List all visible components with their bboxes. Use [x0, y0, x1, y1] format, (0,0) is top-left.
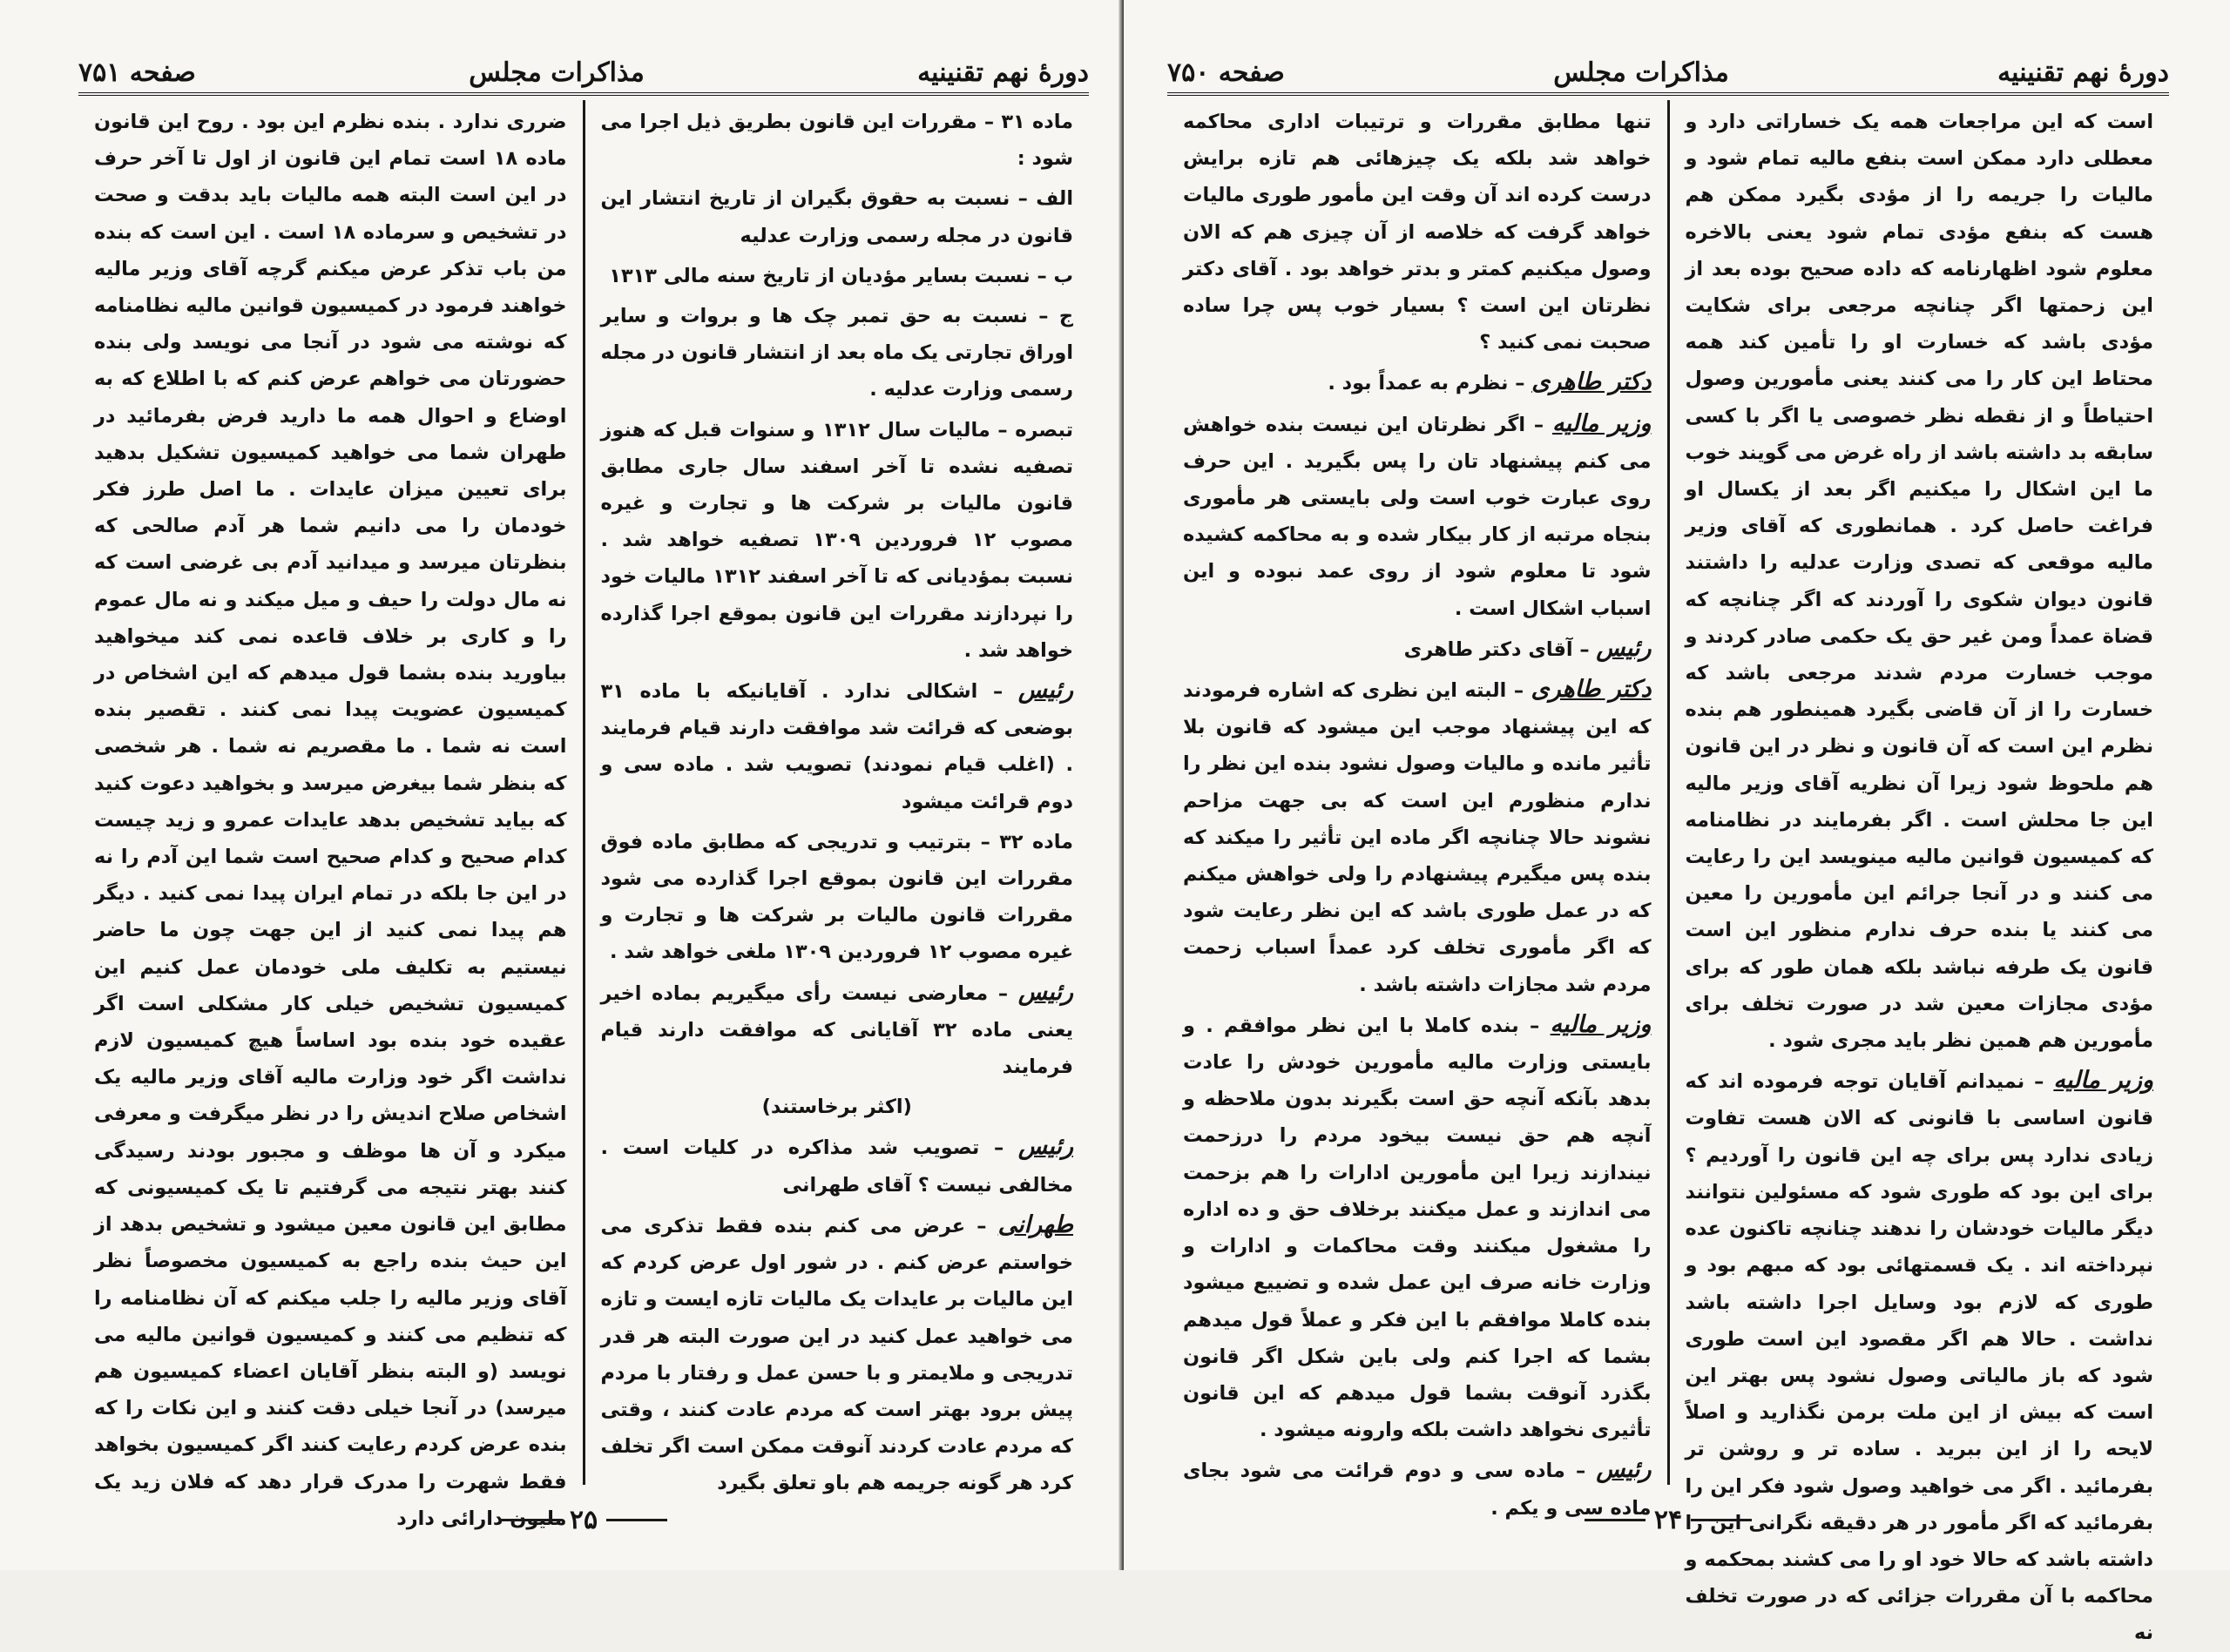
speech-text: – آقای دکتر طاهری — [1403, 637, 1597, 661]
footer-page-number: ۲۴ — [1653, 1504, 1683, 1535]
session-label: دورهٔ نهم تقنینیه — [1997, 57, 2169, 88]
body-paragraph: تبصره – مالیات سال ۱۳۱۲ و سنوات قبل که هنوز تصفیه نشده تا آخر اسفند سال جاری مطابق قانون مالیات بر شرکت ها و تجارت و غیره مصوب ۱۲ فروردین ۱۳۰۹ تصفیه خواهد شد . نسبت بمؤدیانی که تا آخر اسفند ۱۳۱۲ مالیات خود را نپردازند مقررات این قانون بموقع اجرا گذارده خواهد شد . — [600, 418, 1074, 662]
body-paragraph: ب – نسبت بسایر مؤدیان از تاریخ سنه مالی ۱۳۱۳ — [609, 264, 1073, 287]
page-header — [1167, 52, 2169, 96]
page-footer — [1167, 1502, 2169, 1537]
speaker-name: رئیس — [1017, 677, 1073, 705]
speech-text: – تصویب شد مذاکره در کلیات است . مخالفی نیست ؟ آقای طهرانی — [600, 1136, 1073, 1197]
speech-paragraph — [1183, 671, 1652, 1003]
speaker-name: دکتر طاهری — [1531, 368, 1652, 396]
journal-title: مذاکرات مجلس — [1553, 57, 1729, 88]
journal-title: مذاکرات مجلس — [469, 57, 645, 88]
speech-text: – اگر نظرتان این نیست بنده خواهش می کنم پیشنهاد تان را پس بگیرید . این حرف روی عبارت خوب است ولی بایستی هر مأموری بنجاه مرتبه از کار بیکار شده و به محاکمه کشیده شود تا معلوم شود از روی عمد نبوده و این اسباب اشکال است . — [1183, 413, 1652, 620]
body-paragraph: ماده ۳۲ – بترتیب و تدریجی که مطابق ماده فوق مقررات این قانون بموقع اجرا گذارده می شود مقررات قانون مالیات بر شرکت ها و تجارت و غیره مصوب ۱۲ فروردین ۱۳۰۹ ملغی خواهد شد . — [600, 830, 1073, 964]
speech-text: – عرض می کنم بنده فقط تذکری می خواستم عرض کنم . در شور اول عرض کردم که این مالیات بر عایدات یک مالیات تازه ایست و تازه می خواهید عمل کنید در این صورت البته هر قدر تدریجی و ملایمتر و با حسن عمل و رفتار با مردم پیش برود بهتر است که مردم عادت کنند ، وقتی که مردم عادت کردند آنوقت ممکن است اگر تخلف کرد هر گونه جریمه هم باو تعلق بگیرد — [600, 1214, 1073, 1495]
page-footer — [78, 1502, 1089, 1537]
page-header — [78, 52, 1089, 96]
body-paragraph: ضرری ندارد . بنده نظرم این بود . روح این قانون ماده ۱۸ است تمام این قانون از اول تا آخر حرف در این است البته همه مالیات باید بدقت و صحت در تشخیص و سرماده ۱۸ است . این است که بنده من باب تذکر عرض میکنم گرچه آقای وزیر مالیه خواهند فرمود در کمیسیون قوانین مالیه نظامنامه که نوشته می شود در آنجا می نویسد ولی بنده حضورتان می خواهم عرض کنم که با اطلاع که به اوضاع و احوال همه ما دارید فرض بفرمائید در طهران شما می خواهید کمیسیون تشکیل بدهید برای تعیین میزان عایدات . ما اصل طرز فکر خودمان را می دانیم شما هر آدم صالحی که بنظرتان میرسد و میدانید آدم بی غرضی است که نه مال دولت را حیف و میل میکند و نه مال عموم را و کاری بر خلاف قاعده نمی کند میخواهید بیاورید بنده بشما قول میدهم که این اشخاص در کمیسیون عضویت پیدا نمی کنند . تقصیر بنده است نه شما . ما مقصریم نه شما . هر شخصی که بنظر شما بیغرض میرسد و بخواهید دعوت کنید که بیاید تشخیص بدهد عایدات عمرو و زید چیست کدام صحیح و کدام صحیح است شما این آدم را نه در این جا بلکه در تمام ایران پیدا نمی کنید . دیگر هم پیدا نمی کنید از این جهت چون ما حاضر نیستیم به تکلیف ملی خودمان عمل کنیم این کمیسیون تشخیص خیلی کار مشکلی است اگر عقیده خود بنده بود اساساً هیچ کمیسیون لازم نداشت اگر خود وزارت مالیه آقای وزیر مالیه یک اشخاص صلاح اندیش را در نظر میگرفت و معرفی میکرد و آن ها موظف و مجبور بودند رسیدگی کنند بهتر نتیجه می گرفتیم تا یک کمیسیونی که مطابق این قانون معین میشود و تشخیص بدهد از این حیث بنده راجع به کمیسیون مخصوصاً نظر آقای وزیر مالیه را جلب میکنم که آن نظامنامه را که تنظیم می کنند و کمیسیون قوانین مالیه می نویسد (و البته بنظر آقایان اعضاء کمیسیون هم میرسد) در آنجا خیلی دقت کنند و این نکات را که بنده عرض کردم رعایت کنند اگر کمیسیون بخواهد فقط شهرت را مدرک قرار دهد که فلان زید یک ملیون دارائی دارد — [94, 111, 567, 1530]
speaker-name: رئیس — [1017, 978, 1073, 1006]
page-number-label: صفحه ۷۵۰ — [1167, 57, 1285, 88]
speaker-name: وزیر مالیه — [1551, 409, 1652, 437]
speaker-name: طهرانی — [997, 1210, 1073, 1238]
speech-paragraph — [1183, 364, 1652, 401]
page-number-label: صفحه ۷۵۱ — [78, 57, 196, 88]
body-paragraph: تنها مطابق مقررات و ترتیبات اداری محاکمه خواهد شد بلکه یک چیزهائی هم تازه برایش درست کرده اند آن وقت این مأمور طوری مالیات خواهد گرفت که خلاصه از آن چیزی هم که الان وصول میکنیم کمتر و بدتر خواهد بود . آقای دکتر نظرتان این است ؟ بسیار خوب پس چرا ساده صحبت نمی کنید ؟ — [1183, 111, 1652, 354]
body-paragraph: ج – نسبت به حق تمبر چک ها و بروات و سایر اوراق تجارتی یک ماه بعد از انتشار قانون در مجله رسمی وزارت عدلیه . — [600, 305, 1073, 401]
speech-paragraph — [601, 1129, 1074, 1203]
speech-paragraph — [1183, 630, 1652, 668]
speaker-name: رئیس — [1596, 634, 1652, 662]
speaker-name: وزیر مالیه — [1550, 1010, 1652, 1038]
right-page — [1124, 0, 2230, 1645]
speech-paragraph — [1183, 1007, 1652, 1448]
column-divider — [583, 100, 585, 1485]
column-divider — [1667, 100, 1670, 1485]
speech-text: – البته این نظری که اشاره فرمودند که این پیشنهاد موجب این میشود که قانون بلا تأثیر مانده و مالیات وصول نشود بنده این نظر را ندارم منظورم این است که بی جهت مزاحم نشوند حالا چنانچه اگر ماده این تأثیر را میکند که بنده پس میگیرم پیشنهادم را ولی خواهش میکنم که در عمل طوری باشد که این نظر رعایت شود که اگر مأموری تخلف کرد عمداً اسباب زحمت مردم شد مجازات داشته باشد . — [1183, 679, 1652, 996]
speech-paragraph — [601, 672, 1074, 820]
speech-text: – بنده کاملا با این نظر موافقم . و بایستی وزارت مالیه مأمورین خودش را عادت بدهد بآنکه آنچه حق است بگیرند بدون ملاحظه و آنچه هم حق نیست بیخود مردم را درزحمت نیندازند زیرا این مأمورین ادارات را هم بزحمت می اندازند و عمل میکنند برخلاف حق و ده اداره را مشغول میکنند وقت محاکمات و ادارات و وزارت خانه صرف این عمل شده و تضییع میشود بنده کاملا موافقم با این فکر و عملاً قول میدهم بشما که اجرا کنم ولی باین شکل اگر قانون بگذرد آنوقت بشما قول میدهم که این قانون تأثیری نخواهد داشت بلکه وارونه میشود . — [1183, 1014, 1652, 1442]
footer-rule-right — [1691, 1519, 1752, 1521]
text-column-left — [1167, 100, 1667, 1520]
speech-paragraph — [1183, 406, 1652, 627]
footer-rule-right — [606, 1519, 667, 1521]
footer-page-number: ۲۵ — [569, 1504, 598, 1535]
speaker-name: رئیس — [1017, 1133, 1073, 1161]
centered-note: (اکثر برخاستند) — [761, 1096, 912, 1119]
speaker-name: رئیس — [1596, 1456, 1652, 1484]
speech-text: – اشکالی ندارد . آقایانیکه با ماده ۳۱ بوضعی که قرائت شد موافقت دارند قیام فرمایند . (اغلب قیام نمودند) تصویب شد . ماده سی و دوم قرائت میشود — [600, 680, 1073, 813]
text-column-right — [1670, 100, 2170, 1645]
speech-text: – معارضی نیست رأی میگیریم بماده اخیر یعنی ماده ۳۲ آقایانی که موافقت دارند قیام فرمایند — [600, 981, 1073, 1079]
text-column-left — [78, 100, 583, 1530]
body-paragraph: الف – نسبت به حقوق بگیران از تاریخ انتشار این قانون در مجله رسمی وزارت عدلیه — [600, 187, 1073, 247]
speech-text: – ماده سی و دوم قرائت می شود بجای ماده سی و یکم . — [1183, 1460, 1652, 1520]
footer-rule-left — [1585, 1519, 1645, 1521]
footer-rule-left — [500, 1519, 561, 1521]
speech-paragraph — [1686, 1062, 2154, 1651]
speaker-name: دکتر طاهری — [1531, 676, 1652, 704]
speech-paragraph — [601, 1207, 1074, 1502]
session-label: دورهٔ نهم تقنینیه — [917, 57, 1089, 88]
speech-text: – نمیدانم آقایان توجه فرموده اند که قانون اساسی با قانونی که الان هست تفاوت زیادی ندارد پس برای چه این قانون را آوردیم ؟ برای این بود که طوری شود که مسئولین نتوانند دیگر مالیات خودشان را ندهند چنانچه تاکنون عده نپرداخته اند . یک قسمتهائی بود که مبهم بود و طوری که لازم بود وسایل اجرا داشته باشد نداشت . حالا هم اگر مقصود این است طوری شود که باز مالیاتی وصول نشود پس بهتر این است که بیش از این ملت برمن نگذارید و اصلاً لایحه را از این ببرید . ساده تر و روشن تر بفرمائید . اگر می خواهید وصول شود فکر این را بفرمائید که اگر مأمور در هر دقیقه نگرانی این را داشته باشد که حالا خود او را می کشند بمحکمه و محاکمه با آن مقررات جزائی که در صورت تخلف نه — [1685, 1070, 2153, 1645]
body-paragraph: ماده ۳۱ – مقررات این قانون بطریق ذیل اجرا می شود : — [600, 111, 1074, 171]
body-paragraph: است که این مراجعات همه یک خساراتی دارد و معطلی دارد ممکن است بنفع مالیه تمام شود و مالیات را جریمه را از مؤدی بگیرد ممکن هم هست که بنفع مؤدی تمام شود یعنی بالاخره معلوم شود اظهارنامه که داده صحیح بوده بعد از این زحمتها اگر چنانچه مرجعی برای شکایت مؤدی باشد که خسارت او را تأمین کند همه محتاط این کار را می کنند یعنی مأمورین وصول احتیاطاً و از نقطه نظر خصوصی یا اگر با کسی سابقه بد داشته باشد از راه غرض می گویند خوب ما این اشکال را میکنیم اگر بعد از یکسال او فراغت حاصل کرد . همانطوری که آقای وزیر مالیه موقعی که تصدی وزارت عدلیه را داشتند قانون دیوان شکوی را آوردند که اگر چنانچه که قضاة عمداً ومن غیر حق یک حکمی صادر کردند و موجب خسارت مردم شدند مرجعی باشد که خسارت را از آن قاضی بگیرد همینطور هم بنده نظرم این است که آن قانون و نظر در این قانون هم ملحوظ شود زیرا آن نظریه آقای وزیر مالیه این جا محلش است . اگر بفرمایند در نظامنامه که کمیسیون قوانین مالیه مینویسد این را رعایت می کنند و در آنجا جرائم این مأمورین را معین می کنند یا بنده حرف ندارم منظور این است قانون یک طرفه نباشد بلکه همان طور که برای مؤدی مجازات معین شد در صورت تخلف برای مأمورین هم همین نظر باید مجری شود . — [1685, 111, 2153, 1053]
speech-paragraph — [601, 974, 1074, 1086]
speaker-name: وزیر مالیه — [2053, 1067, 2153, 1095]
speech-text: – نظرم به عمداً بود . — [1328, 372, 1532, 395]
left-page — [0, 0, 1124, 1570]
text-column-right — [585, 100, 1090, 1495]
